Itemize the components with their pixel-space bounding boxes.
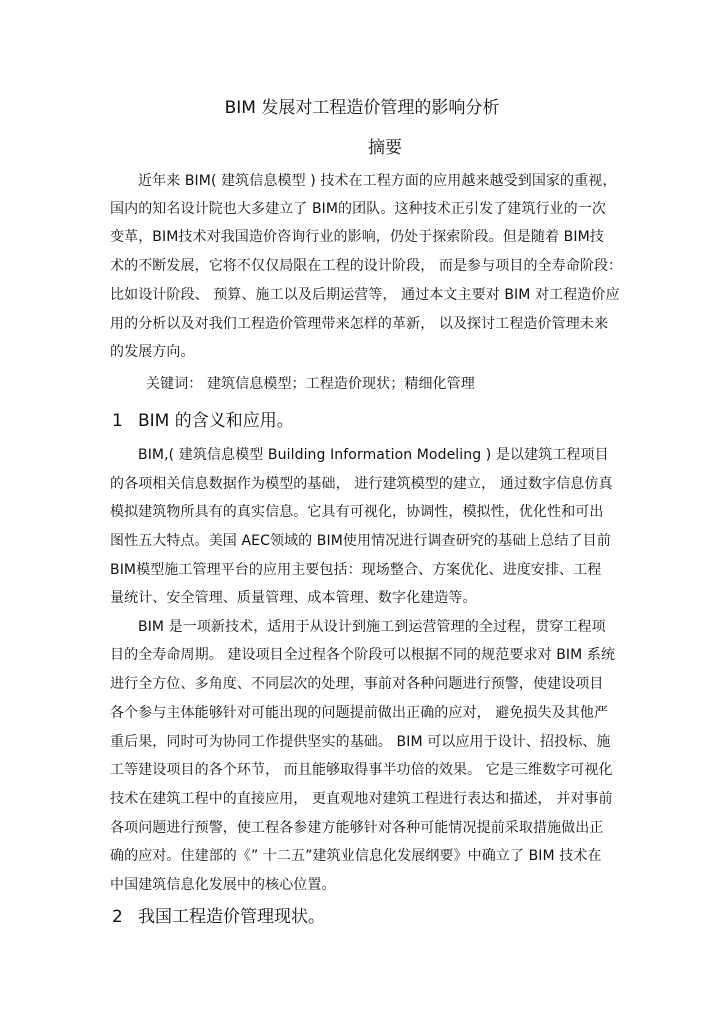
paragraph-line: 确的应对。住建部的《” 十二五”建筑业信息化发展纲要》中确立了 BIM 技术在 xyxy=(110,848,602,864)
abstract-line: 近年来 BIM( 建筑信息模型 ) 技术在工程方面的应用越来越受到国家的重视， xyxy=(138,173,617,189)
abstract-line: 的发展方向。 xyxy=(110,344,195,360)
paragraph-line: BIM模型施工管理平台的应用主要包括：现场整合、方案优化、进度安排、工程 xyxy=(110,562,602,578)
abstract-heading: 摘要 xyxy=(368,138,402,158)
abstract-line: 国内的知名设计院也大多建立了 BIM的团队。这种技术正引发了建筑行业的一次 xyxy=(110,201,606,217)
paragraph-line: 的各项相关信息数据作为模型的基础， 进行建筑模型的建立， 通过数字信息仿真 xyxy=(110,476,613,492)
paragraph-line: 中国建筑信息化发展中的核心位置。 xyxy=(110,877,336,893)
paragraph-line: BIM 是一项新技术，适用于从设计到施工到运营管理的全过程，贯穿工程项 xyxy=(138,619,606,635)
section-heading-1 xyxy=(112,410,294,432)
document-title: BIM 发展对工程造价管理的影响分析 xyxy=(224,98,500,118)
paragraph-line: BIM,( 建筑信息模型 Building Information Modeling ) 是以建筑工程项目 xyxy=(138,447,609,463)
abstract-line: 用的分析以及对我们工程造价管理带来怎样的革新， 以及探讨工程造价管理未来 xyxy=(110,316,609,332)
paragraph-line: 模拟建筑物所具有的真实信息。它具有可视化，协调性，模拟性，优化性和可出 xyxy=(110,504,604,520)
abstract-line: 比如设计阶段、 预算、施工以及后期运营等， 通过本文主要对 BIM 对工程造价应 xyxy=(110,287,620,303)
section-heading-2 xyxy=(112,906,325,928)
paragraph-line: 进行全方位、多角度、不同层次的处理，事前对各种问题进行预警，使建设项目 xyxy=(110,676,604,692)
section-number: 2 xyxy=(112,907,123,927)
section-title: 我国工程造价管理现状。 xyxy=(138,907,325,927)
section-number: 1 xyxy=(112,411,123,431)
keywords: 关键词： 建筑信息模型；工程造价现状；精细化管理 xyxy=(146,376,475,392)
paragraph-line: 各项问题进行预警，使工程各参建方能够针对各种可能情况提前采取措施做出正 xyxy=(110,820,604,836)
section-title: BIM 的含义和应用。 xyxy=(138,411,294,431)
abstract-line: 变革，BIM技术对我国造价咨询行业的影响，仍处于探索阶段。但是随着 BIM技 xyxy=(110,229,604,245)
abstract-line: 术的不断发展，它将不仅仅局限在工程的设计阶段， 而是参与项目的全寿命阶段： xyxy=(110,258,623,274)
paragraph-line: 图性五大特点。美国 AEC领域的 BIM使用情况进行调查研究的基础上总结了目前 xyxy=(110,533,611,549)
paragraph-line: 目的全寿命周期。 建设项目全过程各个阶段可以根据不同的规范要求对 BIM 系统 xyxy=(110,647,616,663)
paragraph-line: 技术在建筑工程中的直接应用， 更直观地对建筑工程进行表达和描述， 并对事前 xyxy=(110,791,613,807)
paragraph-line: 各个参与主体能够针对可能出现的问题提前做出正确的应对， 避免损失及其他严 xyxy=(110,705,609,721)
paragraph-line: 工等建设项目的各个环节， 而且能够取得事半功倍的效果。 它是三维数字可视化 xyxy=(110,762,613,778)
paragraph-line: 量统计、安全管理、质量管理、成本管理、数字化建造等。 xyxy=(110,590,477,606)
paragraph-line: 重后果，同时可为协同工作提供坚实的基础。 BIM 可以应用于设计、招投标、施 xyxy=(110,734,611,750)
